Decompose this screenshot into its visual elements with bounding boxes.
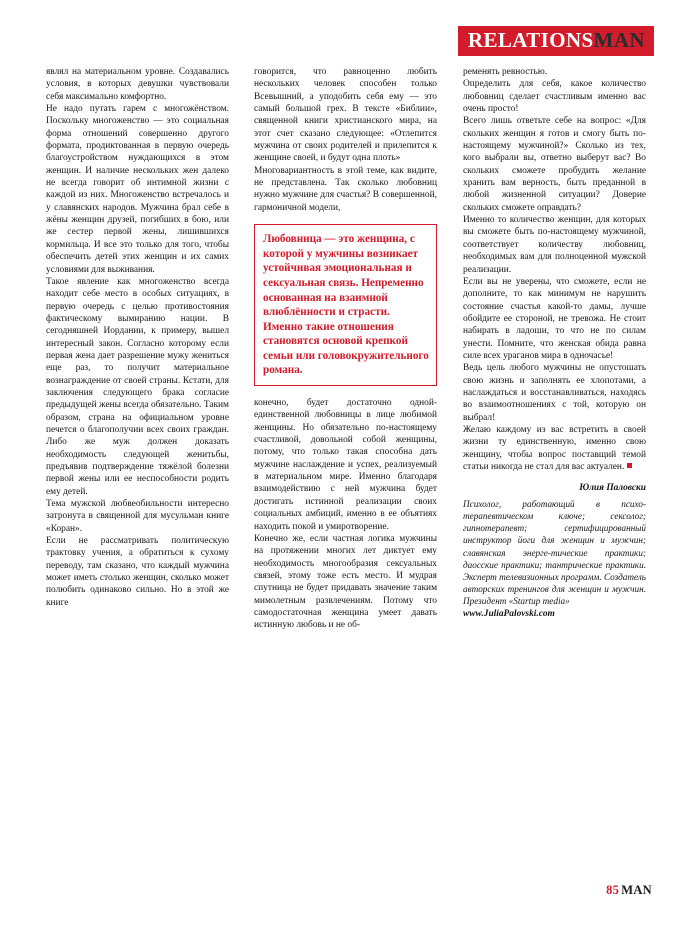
paragraph: Всего лишь ответьте себе на вопрос: «Для скольких женщин я готов и смогу быть по-настоящему мужчиной?» Сколько из тех, кого выбрали вы, ответно выберут вас? Во скольких сможете пробудить желание хранить вам верность, быть преданной в любой жизненной ситуации? Доверие скольких сможете оправдать? xyxy=(463,116,646,213)
article-columns xyxy=(46,66,646,866)
pull-quote: Любовница — это женщина, с которой у мужчины возникает устойчивая эмоциональная и сексуальная связь. Непременно основанная на взаимной влюблённости и страсти. Именно такие отношения становятся основой крепкой семьи или головокружительного романа. xyxy=(254,224,437,386)
page-number: 85 xyxy=(606,883,620,897)
masthead-logo xyxy=(458,26,654,56)
paragraph: Если вы не уверены, что сможете, если не дополните, то как минимум не нарушить состояние счастья какой-то дамы, лучше обойдите ее стороной, не тревожа. Не стоит набирать в ладоши, то что не по силам унести. Помните, что женская обида равна силе всех ураганов мира в одночасье! xyxy=(463,276,646,361)
paragraph: Если не рассматривать политическую трактовку учения, а обратиться к сухому переводу, там сказано, что каждый мужчина может иметь столько женщин, сколько может полюбить одинаково сильно. Но в этой же книге xyxy=(46,536,229,608)
end-of-article-square-icon xyxy=(627,463,632,468)
paragraph: говорится, что равноценно любить нескольких человек способен только Всевышний, а уподобить себя ему — это самый большой грех. В тексте «Библии», священной книги христианского мира, на этот счет сказано следующее: «Отлепится мужчина от своих родителей и прилепится к женщине своей, и будут одна плоть» xyxy=(254,67,437,164)
footer-brand: MAN xyxy=(621,883,652,897)
masthead-man-text: MAN xyxy=(593,28,645,52)
paragraph: Не надо путать гарем с многожёнством. Поскольку многоженство — это социальная форма отношений совершенно другого формата, продиктованная в первую очередь благоустройством нуждающихся в этом женщин. И наличие нескольких жен далеко не всегда говорит об интимной жизни с каждой из них. Многоженство встречалось и у славянских народов. Мужчина брал себе в жёны женщин друзей, погибших в бою, или же сестер первой жены, лишившихся кормильца. И все это только для того, чтобы обеспечить детей этих женщин и их самих условиями для выживания. xyxy=(46,104,229,275)
paragraph: Многовариантность в этой теме, как видите, не представлена. Так сколько любовниц нужно мужчине для счастья? В совершенной, гармоничной модели, xyxy=(254,165,437,213)
paragraph: ременять ревностью. xyxy=(463,67,548,77)
paragraph: Такое явление как многоженство всегда находит себе место в особых ситуациях, в первую очередь с целью противостояния фактическому вымиранию нации. В сегодняшней Иордании, к примеру, вышел интересный закон. Согласно которому если первая жена дает разрешение мужу жениться еще раз, то получит материальное вознаграждение от своей страны. Кстати, для заключения следующего брака согласие предыдущей жены всегда обязательно. Таким образом, страна на официальном уровне печется о благополучии всех своих граждан. Либо же муж должен доказать необходимость следующей женитьбы, предъявив подтверждение тяжёлой болезни первой жены или ее неспособности родить ему детей. xyxy=(46,276,229,497)
author-website[interactable]: www.JuliaPalovski.com xyxy=(463,608,555,619)
page-footer xyxy=(606,883,652,898)
paragraph: Ведь цель любого мужчины не опустошать свою жизнь и заполнять ее хлопотами, а наслаждаться и восстанавливаться, находясь во взаимоотношениях с той, которую он выбрал! xyxy=(463,363,646,423)
paragraph: Определить для себя, какое количество любовниц сделает счастливым именно вас очень просто! xyxy=(463,79,646,115)
masthead-relations-text: RELATIONS xyxy=(467,28,594,52)
paragraph: Именно то количество женщин, для которых вы сможете быть по-настоящему мужчиной, соответствует количеству любовниц, необходимых вам для полноценной мужской реализации. xyxy=(463,215,646,275)
author-name: Юлия Паловски xyxy=(579,483,646,494)
paragraph-text: Желаю каждому из вас встретить в своей жизни ту единственную, именно свою женщину, чтобы вопрос поставщий темой статьи никогда не стал для вас актуален. xyxy=(463,424,646,472)
column-two xyxy=(254,66,437,632)
author-bio: Психолог, работающий в психо-терапевтическом ключе; сексолог; гипнотерапевт; сертифицированный инструктор йоги для женщин и мужчин; славянская энерге-тические практики; даосские практики; тантрические практики. Эксперт телевизионных программ. Создатель авторских тренингов для женщин и мужчин. Президент «Startup media» xyxy=(463,498,646,607)
paragraph: Конечно же, если частная логика мужчины на протяжении многих лет диктует ему необходимость многообразия сексуальных связей, этому тоже есть место. И мудрая спутница не будет придавать значение таким мимолетным развлечениям. Потому что самодостаточная женщина умеет давать истинную любовь и не об- xyxy=(254,533,437,631)
paragraph: конечно, будет достаточно одной-единственной любовницы в лице любимой женщины. Но обязательно по-настоящему счастливой, довольной собой женщины, потому, что только такая способна дать мужчине наслаждение и успех, реализуемый в материальном мире. Именно благодаря взаимодействию с ней мужчина будет достигать истинной реализации своих социальных амбиций, именно в ее объятиях находить покой и умиротворение. xyxy=(254,398,437,532)
paragraph: Тема мужской любвеобильности интересно затронута в священной для мусульман книге «Коран». xyxy=(46,499,229,534)
column-three xyxy=(463,66,646,620)
paragraph-with-end-mark xyxy=(463,424,646,473)
paragraph: являл на материальном уровне. Создавались условия, в которых девушки чувствовали себя максимально комфортно. xyxy=(46,67,229,102)
column-one xyxy=(46,66,229,609)
